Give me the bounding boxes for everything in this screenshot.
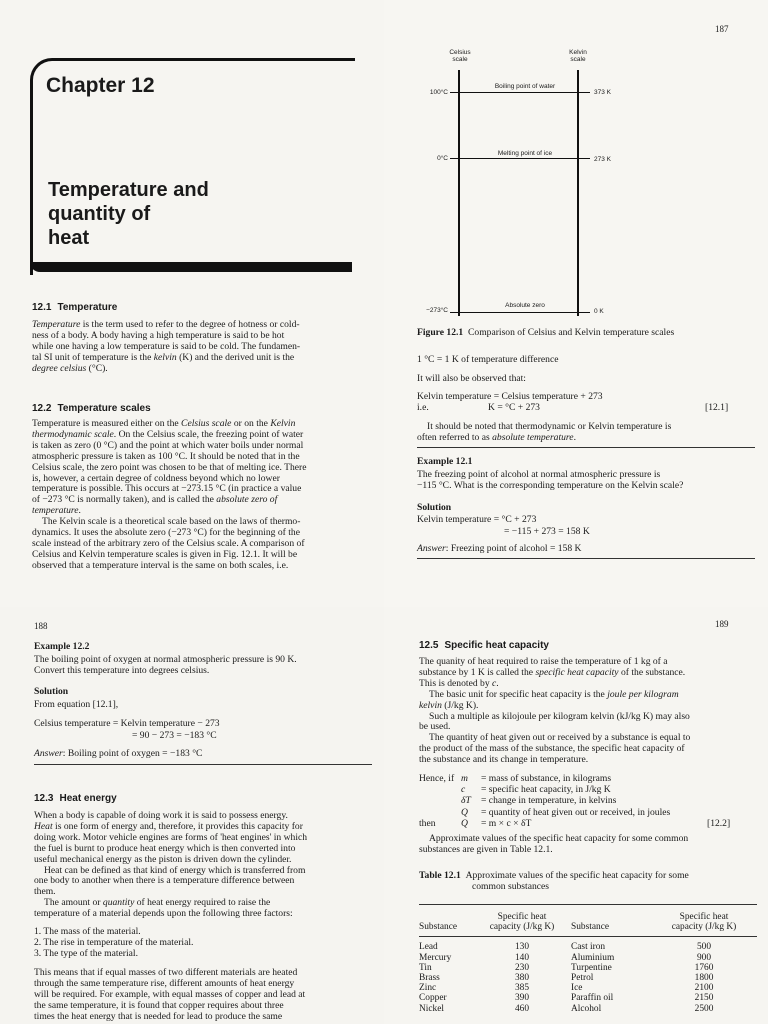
table-row — [419, 953, 757, 963]
paragraph-line: the same temperature, it is found that copper requires about three — [34, 999, 284, 1011]
reference-label: Melting point of ice — [497, 150, 553, 157]
plain-text: be used. — [419, 721, 451, 733]
specific-heat-table — [419, 912, 757, 1014]
table-header: Substance — [419, 922, 458, 933]
heading-line: Kelvin — [569, 49, 587, 56]
factor-list — [34, 927, 374, 960]
section-number: 12.5 — [419, 640, 439, 651]
paragraph-line: through the same temperature rise, different amounts of heat energy — [34, 977, 295, 989]
section-12-3-body — [34, 811, 374, 920]
section-heading-12-2 — [32, 403, 151, 414]
answer-text: : Boiling point of oxygen = −183 °C — [62, 748, 203, 759]
page-187 — [384, 0, 768, 607]
substance-cell: Zinc — [419, 983, 437, 994]
section-number: 12.1 — [32, 302, 52, 313]
substance-cell: Copper — [419, 993, 447, 1004]
substance-cell: Alcohol — [571, 1003, 602, 1014]
section-12-5-body — [419, 657, 759, 766]
plain-text: tal SI unit of temperature is the — [32, 351, 154, 363]
emphasis-text: degree celsius — [32, 362, 87, 374]
example-text — [417, 470, 757, 492]
chapter-frame-bar — [30, 262, 352, 272]
emphasis-text: Kelvin — [270, 418, 296, 429]
chapter-label: Chapter 12 — [46, 74, 155, 97]
plain-text: Celsius and Kelvin temperature scales is given in Fig. 12.1. It will be — [32, 548, 298, 560]
paragraph-line: This means that if equal masses of two different materials are heated — [34, 967, 298, 978]
example-rule — [417, 558, 755, 559]
paragraph-line — [32, 495, 372, 506]
boiling-point-line — [450, 92, 590, 93]
section-title: Specific heat capacity — [444, 640, 549, 651]
solution-line: From equation [12.1], — [34, 699, 119, 710]
equation-interval: 1 °C = 1 K of temperature difference — [417, 354, 559, 365]
definition-row — [461, 773, 751, 784]
substance-cell: Tin — [419, 962, 432, 973]
paragraph-line — [419, 712, 759, 723]
celsius-value: 100°C — [429, 89, 448, 96]
substance-cell: Paraffin oil — [571, 993, 614, 1004]
table-header: Substance — [571, 922, 610, 933]
plain-text: This is denoted by — [419, 677, 493, 689]
then-label: then — [419, 818, 436, 829]
plain-text: . — [496, 677, 499, 689]
section-title: Heat energy — [59, 793, 117, 804]
table-row — [419, 963, 757, 973]
value-cell: 130 — [514, 942, 530, 953]
plain-text: of −273 °C is normally taken), and is called the — [32, 494, 217, 506]
plain-text: is, however, a certain degree of coldness beyond which no lower — [32, 472, 280, 484]
plain-text: . On the Celsius scale, the freezing point of water — [113, 428, 304, 440]
plain-text: or on the — [231, 418, 271, 429]
solution-line: = 90 − 273 = −183 °C — [132, 730, 217, 741]
emphasis-text: quantity — [102, 897, 135, 909]
emphasis-text: thermodynamic scale — [32, 428, 114, 440]
example-text-line: −115 °C. What is the corresponding temperature on the Kelvin scale? — [417, 479, 684, 491]
figure-caption-text: Comparison of Celsius and Kelvin temperature scales — [468, 327, 675, 338]
plain-text: The amount or — [44, 897, 103, 909]
answer-line — [417, 543, 581, 554]
emphasis-text: absolute temperature — [492, 431, 574, 443]
section-number: 12.3 — [34, 793, 54, 804]
table-row — [419, 973, 757, 983]
value-cell: 380 — [514, 973, 530, 984]
kelvin-value: 373 K — [594, 89, 611, 96]
paragraph-line — [32, 561, 372, 572]
value-cell: 2100 — [694, 983, 714, 994]
equation-reference: [12.1] — [705, 402, 729, 413]
definition-row — [461, 807, 751, 818]
value-cell: 385 — [514, 983, 530, 994]
plain-text: of heat energy required to raise the — [134, 897, 271, 909]
hence-label: Hence, if — [419, 773, 455, 784]
solution-line: Celsius temperature = Kelvin temperature − 273 — [34, 718, 220, 729]
plain-text: . — [573, 431, 576, 443]
closing-paragraph — [34, 968, 374, 1023]
section-heading-12-1 — [32, 302, 117, 313]
plain-text: The quantity of heat given out or received by a substance is equal to — [429, 732, 691, 744]
factor-item: 2. The rise in temperature of the material. — [34, 936, 194, 948]
substance-cell: Mercury — [419, 952, 452, 963]
chapter-title-line: quantity of — [48, 203, 151, 225]
equation-kelvin-symbols: K = °C + 273 — [488, 402, 540, 413]
emphasis-text: Temperature — [32, 319, 81, 330]
paragraph-line — [32, 364, 372, 375]
table-header: Specific heat capacity (J/kg K) — [489, 912, 555, 933]
chapter-title-line: heat — [48, 227, 90, 249]
factor-item: 1. The mass of the material. — [34, 926, 141, 937]
plain-text: ness of a body. A body having a high temperature is said to be hot — [32, 329, 285, 341]
equation-reference: [12.2] — [707, 818, 731, 829]
plain-text: The basic unit for specific heat capacity is the — [429, 688, 608, 700]
substance-cell: Petrol — [571, 973, 594, 984]
value-cell: 900 — [696, 952, 712, 963]
substance-cell: Brass — [419, 973, 440, 984]
plain-text: one body to another when there is a temperature difference between — [34, 875, 295, 887]
absolute-temperature-note — [417, 422, 757, 444]
paragraph-line — [417, 433, 757, 444]
plain-text: (J/kg K). — [441, 699, 479, 711]
example-label: Example 12.1 — [417, 456, 473, 467]
substance-cell: Ice — [571, 983, 583, 994]
value-cell: 460 — [514, 1003, 530, 1014]
value-cell: 2500 — [694, 1003, 714, 1014]
answer-label: Answer — [34, 748, 63, 759]
substance-cell: Turpentine — [571, 962, 612, 973]
plain-text: is one form of energy and, therefore, it provides this capacity for — [52, 820, 303, 832]
page-chapter-opening — [0, 0, 384, 607]
definition-text: = specific heat capacity, in J/kg K — [481, 784, 611, 796]
plain-text: atmospheric pressure is taken as 100 °C. It should be noted that in the — [32, 450, 300, 462]
section-heading-12-3 — [34, 793, 117, 804]
section-12-1-body — [32, 320, 372, 375]
plain-text: doing work. Motor vehicle engines are forms of 'heat engines' in which — [34, 831, 308, 843]
solution-line: = −115 + 273 = 158 K — [504, 526, 590, 537]
table-row — [419, 1004, 757, 1014]
plain-text: Approximate values of the specific heat capacity for some common — [429, 833, 689, 844]
symbol: δT — [461, 795, 471, 807]
example-text-line: The freezing point of alcohol at normal atmospheric pressure is — [417, 469, 661, 480]
kelvin-scale-heading — [558, 49, 598, 63]
substance-cell: Nickel — [419, 1003, 444, 1014]
chapter-title-line: Temperature and — [48, 179, 209, 201]
definition-text: = quantity of heat given out or received, in joules — [481, 806, 671, 818]
emphasis-text: c — [492, 677, 497, 689]
example-label: Example 12.2 — [34, 641, 90, 652]
table-caption-line: common substances — [472, 880, 550, 892]
table-row — [419, 983, 757, 993]
page-number: 188 — [34, 621, 48, 631]
value-cell: 2150 — [694, 993, 714, 1004]
value-cell: 1760 — [694, 962, 714, 973]
example-text — [34, 655, 374, 677]
value-cell: 1800 — [694, 973, 714, 984]
section-title: Temperature — [57, 302, 118, 313]
absolute-zero-line — [450, 312, 590, 313]
definition-text: = m × c × δT — [481, 817, 532, 829]
observation-text: It will also be observed that: — [417, 373, 526, 384]
plain-text: the fuel is burnt to produce heat energy which is then converted into — [34, 842, 296, 854]
plain-text: Such a multiple as kilojoule per kilogram kelvin (kJ/kg K) may also — [429, 710, 690, 722]
plain-text: of the substance. — [618, 666, 686, 678]
plain-text: Celsius scale, the zero point was chosen to be that of melting ice. There — [32, 461, 307, 473]
emphasis-text: Heat — [34, 820, 53, 832]
paragraph-line: times the heat energy that is needed for lead to produce the same — [34, 1010, 283, 1022]
ie-label: i.e. — [417, 402, 429, 413]
section-heading-12-5 — [419, 640, 549, 651]
factor-item: 3. The type of the material. — [34, 947, 138, 959]
example-text-line: Convert this temperature into degrees celsius. — [34, 664, 210, 676]
table-caption — [419, 871, 759, 893]
plain-text: the substance and its change in temperature. — [419, 754, 589, 766]
plain-text: The Kelvin scale is a theoretical scale based on the laws of thermo- — [42, 516, 301, 528]
plain-text: Temperature is measured either on the — [32, 418, 182, 429]
symbol: m — [461, 773, 468, 784]
kelvin-value: 273 K — [594, 156, 611, 163]
definition-row — [461, 784, 751, 795]
solution-label: Solution — [417, 502, 452, 513]
celsius-value: −273°C — [426, 307, 448, 314]
emphasis-text: kelvin — [419, 699, 442, 711]
answer-line — [34, 748, 202, 759]
example-rule — [417, 447, 755, 448]
section-12-2-body — [32, 419, 372, 572]
plain-text: temperature is possible. This occurs at −273.15 °C (in practice a value — [32, 483, 302, 495]
chapter-title — [48, 178, 288, 250]
paragraph-line — [419, 755, 759, 766]
answer-label: Answer — [417, 543, 446, 554]
heading-line: scale — [570, 56, 586, 63]
emphasis-text: temperature — [32, 505, 79, 517]
plain-text: (K) and the derived unit is the — [176, 351, 295, 363]
figure-caption-label: Figure 12.1 — [417, 327, 464, 338]
table-body — [419, 942, 757, 1013]
solution-label: Solution — [34, 686, 69, 697]
emphasis-text: specific heat capacity — [535, 666, 619, 678]
table-row — [419, 993, 757, 1003]
page-188 — [0, 607, 384, 1024]
answer-text: : Freezing point of alcohol = 158 K — [445, 543, 582, 554]
plain-text: The quanity of heat required to raise the temperature of 1 kg of a — [419, 656, 668, 667]
plain-text: is the term used to refer to the degree of hotness or cold- — [80, 319, 300, 330]
plain-text: them. — [34, 886, 56, 898]
plain-text: the product of the mass of the substance, the specific heat capacity of — [419, 743, 685, 755]
paragraph-line: will be required. For example, with equal masses of copper and lead at — [34, 988, 306, 1000]
substance-cell: Lead — [419, 942, 438, 953]
value-cell: 140 — [514, 952, 530, 963]
section-title: Temperature scales — [57, 403, 151, 414]
definition-row — [461, 795, 751, 806]
paragraph-line — [34, 876, 374, 887]
plain-text: while one having a low temperature is said to be cold. The fundamen- — [32, 340, 301, 352]
reference-label: Boiling point of water — [494, 83, 556, 90]
plain-text: . — [78, 505, 81, 517]
plain-text: It should be noted that thermodynamic or Kelvin temperature is — [427, 421, 672, 432]
emphasis-text: kelvin — [153, 351, 177, 363]
symbol: c — [461, 784, 466, 796]
melting-point-line — [450, 158, 590, 159]
table-header: Specific heat capacity (J/kg K) — [671, 912, 737, 933]
plain-text: observed that a temperature interval is the same on both scales, i.e. — [32, 559, 289, 571]
table-row — [419, 942, 757, 952]
celsius-scale-axis — [458, 70, 460, 316]
plain-text: substance by 1 K is called the — [419, 666, 536, 678]
value-cell: 230 — [514, 962, 530, 973]
definition-text: = mass of substance, in kilograms — [481, 773, 612, 784]
celsius-value: 0°C — [437, 155, 448, 162]
value-cell: 500 — [696, 942, 712, 953]
table-caption-label: Table 12.1 — [419, 870, 461, 881]
plain-text: substances are given in Table 12.1. — [419, 843, 553, 855]
section-number: 12.2 — [32, 403, 52, 414]
page-189 — [384, 607, 768, 1024]
reference-label: Absolute zero — [505, 302, 545, 309]
kelvin-scale-axis — [577, 70, 579, 316]
plain-text: Heat can be defined as that kind of energy which is transferred from — [44, 864, 306, 876]
plain-text: temperature of a material depends upon the following three factors: — [34, 908, 293, 920]
heading-line: scale — [452, 56, 468, 63]
substance-cell: Aluminium — [571, 952, 615, 963]
table-top-rule — [419, 904, 757, 905]
table-caption-line: Approximate values of the specific heat capacity for some — [465, 870, 689, 881]
plain-text: dynamics. It uses the absolute zero (−273 °C) for the beginning of the — [32, 527, 300, 539]
plain-text: When a body is capable of doing work it is said to possess energy. — [34, 810, 288, 821]
emphasis-text: joule per kilogram — [607, 688, 679, 700]
example-text-line: The boiling point of oxygen at normal atmospheric pressure is 90 K. — [34, 654, 297, 665]
approx-values-text — [419, 834, 759, 856]
plain-text: scale instead of the arbitrary zero of the Celsius scale. A comparison of — [32, 537, 305, 549]
symbol: Q — [461, 806, 468, 818]
plain-text: (°C). — [86, 362, 108, 374]
heading-line: Celsius — [449, 49, 471, 56]
kelvin-value: 0 K — [594, 308, 604, 315]
plain-text: is taken as zero (0 °C) and the point at which water boils under normal — [32, 439, 304, 451]
value-cell: 390 — [514, 993, 530, 1004]
plain-text: often referred to as — [417, 431, 493, 443]
figure-caption — [417, 328, 757, 339]
page-number: 187 — [715, 24, 729, 34]
plain-text: useful mechanical energy as the piston is driven down the cylinder. — [34, 853, 292, 865]
emphasis-text: Celsius scale — [181, 418, 232, 429]
substance-cell: Cast iron — [571, 942, 606, 953]
solution-line: Kelvin temperature = °C + 273 — [417, 514, 537, 525]
symbol: Q — [461, 817, 468, 829]
paragraph-line — [34, 909, 374, 920]
page-number: 189 — [715, 619, 729, 629]
equation-kelvin-words: Kelvin temperature = Celsius temperature + 273 — [417, 391, 603, 402]
paragraph-line — [419, 845, 759, 856]
definition-text: = change in temperature, in kelvins — [481, 795, 617, 807]
example-rule — [34, 764, 372, 765]
emphasis-text: absolute zero of — [216, 494, 278, 506]
table-header-row — [419, 912, 757, 932]
celsius-scale-heading — [440, 49, 480, 63]
